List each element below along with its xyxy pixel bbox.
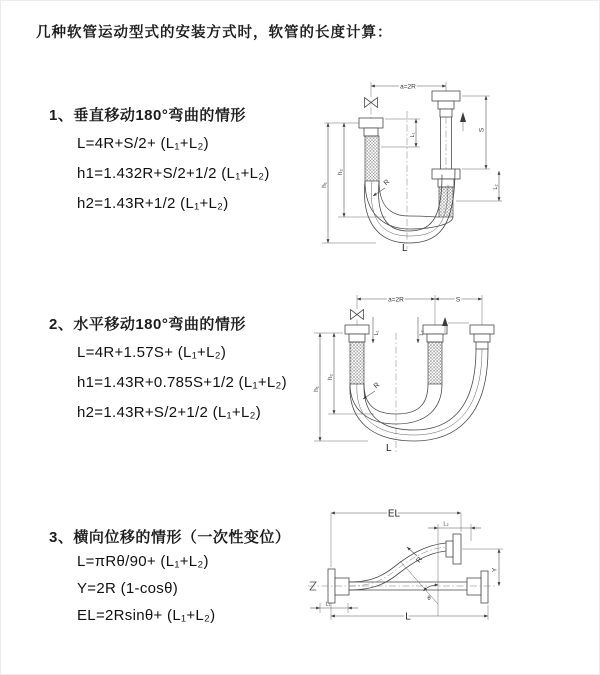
d1-length-label: L: [402, 243, 408, 254]
d1-h1-label: h₁: [321, 182, 328, 188]
d2-braided-hose-left: [350, 342, 364, 384]
d2-stroke-label: S: [455, 296, 461, 304]
d2-valve-icon: [351, 310, 364, 320]
d2-span-label: a=2R: [388, 296, 404, 304]
section-2-formula-h2: h2=1.43R+S/2+1/2 (L₁+L₂): [77, 404, 262, 421]
d1-span-label: a=2R: [400, 83, 416, 91]
section-1-heading: 1、垂直移动180°弯曲的情形: [49, 107, 246, 124]
section-1-formula-h2: h2=1.43R+1/2 (L₁+L₂): [77, 195, 229, 212]
d2-h2-label: h₂: [327, 373, 334, 381]
section-3-formula-L: L=πRθ/90+ (L₁+L₂): [77, 553, 209, 570]
d1-end-left-label: L₁: [410, 132, 416, 138]
page-title: 几种软管运动型式的安装方式时，软管的长度计算：: [36, 25, 393, 41]
section-3-formula-Y: Y=2R (1-cosθ): [77, 580, 179, 597]
d3-offset-label: Y: [491, 567, 499, 573]
d2-length-label: L: [386, 443, 392, 454]
d1-radius-label: R: [382, 178, 392, 188]
section-1-formula-h1: h1=1.432R+S/2+1/2 (L₁+L₂): [77, 165, 270, 182]
d3-length-label: L: [405, 611, 411, 623]
d1-radius-leader: [373, 188, 385, 196]
d1-braided-hose-left: [365, 136, 379, 181]
d2-end-left-label: L₁: [374, 330, 380, 336]
diagram-vertical-180-bend: [316, 71, 536, 256]
section-3-formula-EL: EL=2Rsinθ+ (L₁+L₂): [77, 607, 216, 624]
d1-end-right-label: L₂: [493, 184, 499, 190]
section-2-heading: 2、水平移动180°弯曲的情形: [49, 316, 246, 333]
d3-angle-label: θ: [427, 596, 431, 602]
diagram-horizontal-180-bend: [306, 281, 600, 466]
section-1-formula-L: L=4R+S/2+ (L₁+L₂): [77, 135, 209, 152]
diagram-lateral-displacement: [296, 499, 600, 654]
d3-dimension-lines: [310, 513, 503, 620]
section-2-formula-L: L=4R+1.57S+ (L₁+L₂): [77, 344, 227, 361]
d1-valve-icon: [365, 98, 378, 108]
d2-braided-hose-middle: [428, 342, 442, 384]
d1-movement-arrow: [460, 112, 466, 122]
d2-dimension-lines: [314, 295, 482, 441]
d3-radius-label: R: [415, 556, 425, 565]
d3-flanges: [328, 534, 488, 603]
d3-angle-construction: [400, 561, 439, 604]
d3-end-right-label: L₂: [443, 521, 449, 528]
d2-end-right-label: L₂: [419, 330, 425, 336]
d1-stroke-label: S: [478, 127, 486, 133]
d2-radius-label: R: [372, 381, 382, 391]
d1-h2-label: h₂: [337, 168, 344, 176]
d3-el-label: EL: [387, 508, 401, 520]
d3-end-left-label: L₁: [325, 601, 331, 608]
d2-h1-label: h₁: [313, 386, 320, 392]
d1-dimension-lines: [322, 82, 502, 243]
section-2-formula-h1: h1=1.43R+0.785S+1/2 (L₁+L₂): [77, 374, 287, 391]
d3-labels: [326, 509, 499, 623]
section-3-heading: 3、横向位移的情形（一次性变位）: [49, 529, 291, 546]
d2-hose-curves: [350, 349, 488, 441]
d2-movement-arrow: [442, 317, 448, 326]
d1-piping: [359, 91, 466, 249]
